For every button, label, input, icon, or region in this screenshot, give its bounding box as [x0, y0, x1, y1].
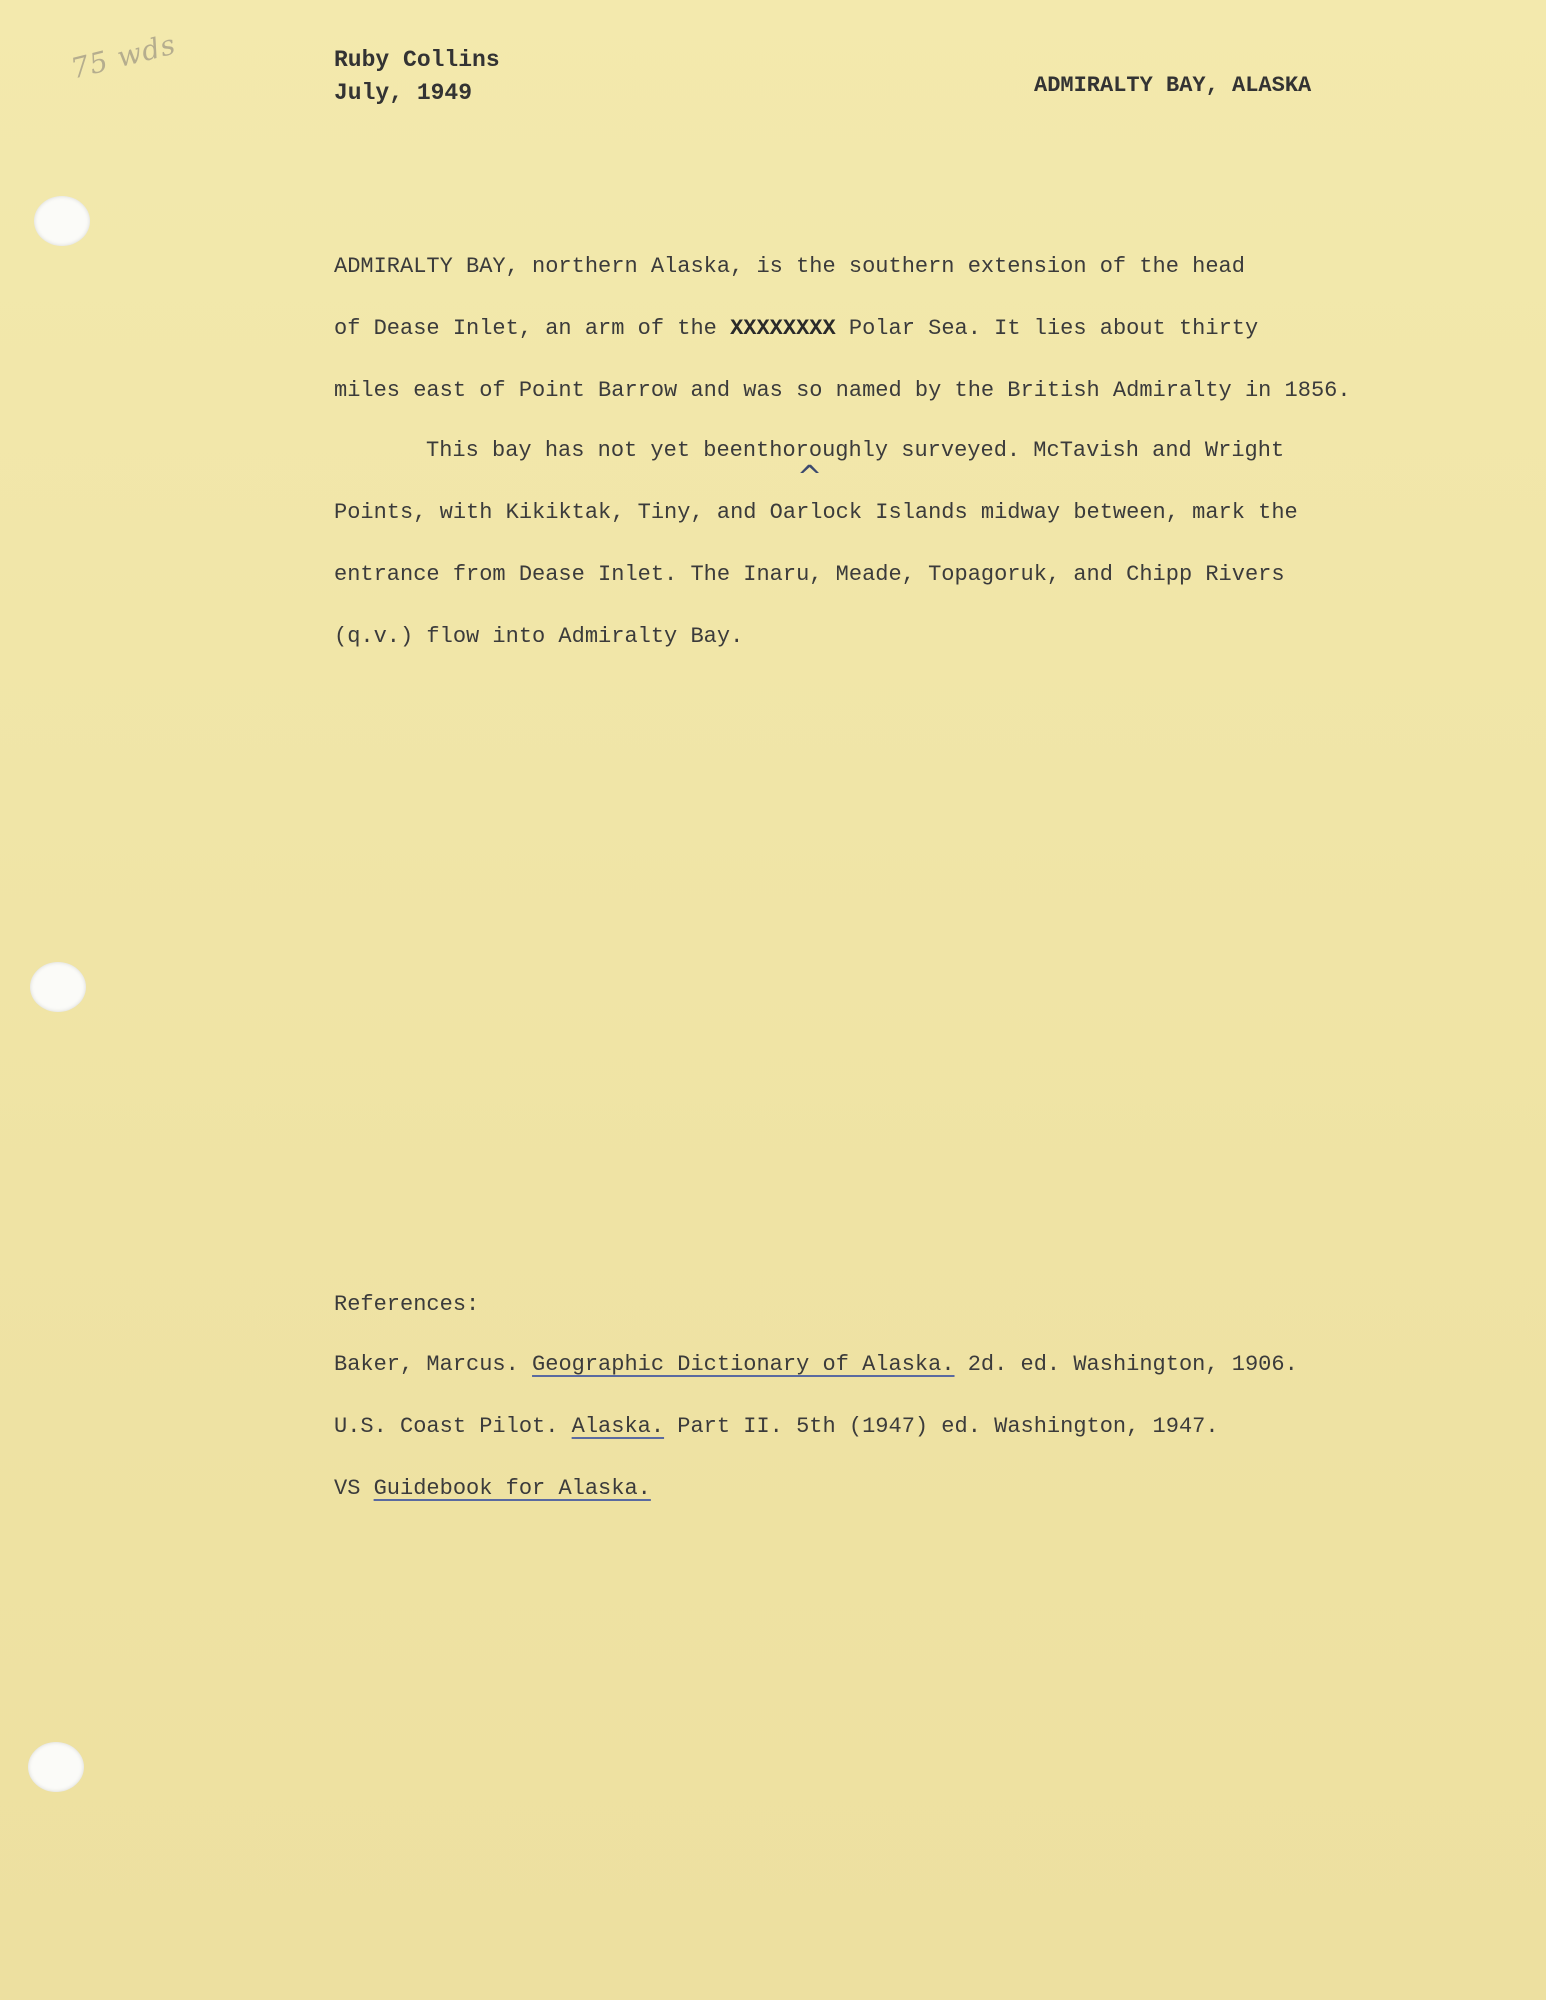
reference-author: VS: [334, 1476, 374, 1501]
punch-hole-top: [34, 196, 90, 246]
insertion-caret-mark: ^: [797, 460, 823, 495]
reference-details: Part II. 5th (1947) ed. Washington, 1947.: [664, 1414, 1219, 1439]
punch-hole-middle: [30, 962, 86, 1012]
reference-details: 2d. ed. Washington, 1906.: [954, 1352, 1298, 1377]
author-block: [334, 44, 500, 110]
document-date: July, 1949: [334, 80, 473, 106]
reference-title: Alaska.: [571, 1414, 665, 1439]
paragraph-line: entrance from Dease Inlet. The Inaru, Meade, Topagoruk, and Chipp Rivers: [334, 562, 1285, 587]
text-segment: Polar Sea. It lies about thirty: [835, 316, 1259, 341]
document-title: ADMIRALTY BAY, ALASKA: [1034, 73, 1312, 98]
paragraph-line: ADMIRALTY BAY, northern Alaska, is the southern extension of the head: [334, 254, 1245, 279]
reference-item: [334, 1352, 1298, 1377]
paragraph-line: This bay has not yet beenthoroughly surveyed. McTavish and Wright: [426, 438, 1285, 463]
paragraph-line: (q.v.) flow into Admiralty Bay.: [334, 624, 744, 649]
paragraph-line: Points, with Kikiktak, Tiny, and Oarlock Islands midway between, mark the: [334, 500, 1298, 525]
punch-hole-bottom: [28, 1742, 84, 1792]
reference-item: [334, 1476, 651, 1501]
handwritten-word-count: 75 wds: [67, 27, 180, 86]
reference-title: Guidebook for Alaska.: [373, 1476, 651, 1501]
struck-out-text: XXXXXXXX: [730, 316, 836, 341]
text-segment: of Dease Inlet, an arm of the: [334, 316, 731, 341]
paragraph-line: miles east of Point Barrow and was so named by the British Admiralty in 1856.: [334, 378, 1351, 403]
reference-author: Baker, Marcus.: [334, 1352, 533, 1377]
references-heading: References:: [334, 1292, 480, 1317]
paragraph-line: [334, 316, 1258, 341]
reference-item: [334, 1414, 1219, 1439]
author-name: Ruby Collins: [334, 47, 500, 73]
reference-author: U.S. Coast Pilot.: [334, 1414, 572, 1439]
reference-title: Geographic Dictionary of Alaska.: [532, 1352, 955, 1377]
